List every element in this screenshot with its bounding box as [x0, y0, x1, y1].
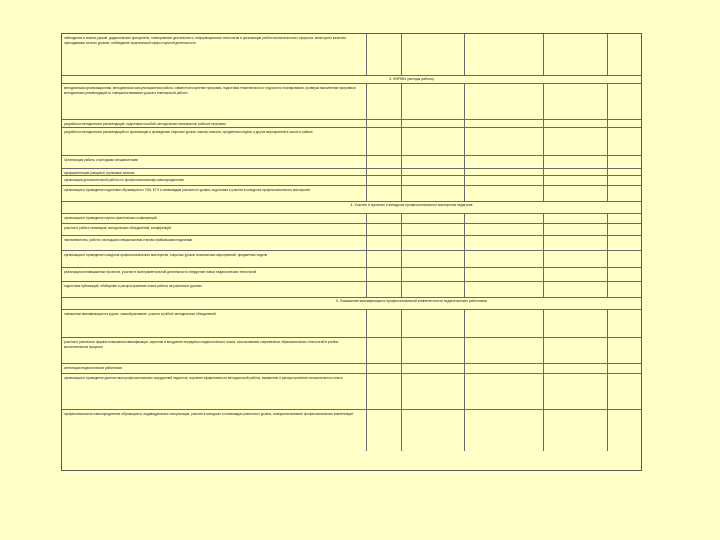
- table-cell: [543, 338, 544, 363]
- row-label: наставничество, работа с молодыми специалистами и вновь прибывшими педагогами: [64, 238, 193, 242]
- table-cell: [607, 214, 608, 223]
- table-cell: [543, 310, 544, 337]
- row-label: участие в работе семинаров, методических объединений, конференций: [64, 226, 171, 230]
- section-row: [62, 75, 641, 83]
- row-label: наблюдение и анализ уроков, дидактические приоритеты, планирование деятельности, информационные технологии в организации учебно-воспитательного процесса, мониторинг качества преподавания на всех уровнях, наблюдение практической сферы научной деятельности: [64, 36, 346, 45]
- table-cell: [366, 84, 367, 119]
- section-row: [62, 297, 641, 309]
- table-cell: [607, 236, 608, 250]
- table-cell: [401, 120, 402, 127]
- table-cell: [464, 268, 465, 281]
- table-cell: [543, 214, 544, 223]
- row-label: организация и проведение конкурсов профессионального мастерства, открытых уроков, внеклассных мероприятий, предметных недель: [64, 253, 268, 257]
- table-cell: [464, 410, 465, 451]
- table-cell: [366, 128, 367, 155]
- table-cell: [401, 268, 402, 281]
- table-cell: [607, 128, 608, 155]
- section-row: [62, 201, 641, 213]
- table-cell: [607, 374, 608, 409]
- table-cell: [464, 156, 465, 168]
- table-cell: [366, 310, 367, 337]
- table-cell: [464, 236, 465, 250]
- table-cell: [607, 268, 608, 281]
- table-row: [62, 127, 641, 155]
- table-cell: [464, 120, 465, 127]
- table-row: [62, 185, 641, 201]
- table-cell: [366, 224, 367, 235]
- table-cell: [401, 310, 402, 337]
- table-cell: [464, 251, 465, 267]
- table-cell: [464, 364, 465, 373]
- table-cell: [607, 282, 608, 297]
- table-row: [62, 250, 641, 267]
- table-cell: [543, 224, 544, 235]
- table-cell: [543, 176, 544, 185]
- row-label: повышение квалификации на курсах, самообразование, участие в работе методических объединений: [64, 312, 216, 316]
- row-label: подготовка публикаций, обобщение и распространение опыта работы на различных уровнях: [64, 284, 202, 288]
- section-heading: 5. Повышение квалификации и профессиональной компетентности педагогических работников: [336, 299, 487, 303]
- table-cell: [464, 310, 465, 337]
- table-cell: [464, 224, 465, 235]
- table-cell: [401, 251, 402, 267]
- row-label: профориентация учащихся, групповые занятия: [64, 171, 135, 175]
- row-label: организация и проведение научно-практических конференций: [64, 216, 157, 220]
- table-cell: [543, 251, 544, 267]
- table-cell: [464, 282, 465, 297]
- table-row: [62, 337, 641, 363]
- row-label: аттестация педагогических работников: [64, 366, 122, 370]
- table-cell: [401, 224, 402, 235]
- table-cell: [607, 84, 608, 119]
- table-cell: [607, 251, 608, 267]
- table-row: [62, 235, 641, 250]
- table-row: [62, 168, 641, 175]
- table-cell: [401, 84, 402, 119]
- table-cell: [607, 156, 608, 168]
- table-row: [62, 267, 641, 281]
- table-cell: [607, 176, 608, 185]
- table-cell: [607, 120, 608, 127]
- table-cell: [366, 251, 367, 267]
- table-cell: [401, 214, 402, 223]
- table-cell: [401, 128, 402, 155]
- table-cell: [543, 120, 544, 127]
- section-heading: 3. ФОРМЫ (методы работы): [389, 77, 434, 81]
- row-label: организация дополнительной работы по профессиональному самоопределению: [64, 178, 184, 182]
- table-cell: [543, 364, 544, 373]
- table-row: [62, 409, 641, 451]
- table-cell: [401, 338, 402, 363]
- table-cell: [464, 214, 465, 223]
- table-cell: [464, 34, 465, 75]
- section-heading: 4. Участие в проектах и конкурсах профессионального мастерства педагогов: [350, 203, 473, 207]
- table-cell: [607, 410, 608, 451]
- table-row: [62, 281, 641, 297]
- table-cell: [607, 224, 608, 235]
- table-cell: [607, 310, 608, 337]
- table-cell: [401, 236, 402, 250]
- row-label: Организация работы с молодыми специалистами: [64, 158, 138, 162]
- table-cell: [401, 176, 402, 185]
- table-cell: [401, 410, 402, 451]
- table-cell: [607, 338, 608, 363]
- table-cell: [464, 84, 465, 119]
- row-label: разработка методических рекомендаций по организации и проведению открытых уроков, мастер-классов, предметных недель и других мероприятий в школе и районе: [64, 130, 313, 134]
- table-cell: [543, 374, 544, 409]
- table-cell: [401, 364, 402, 373]
- table-row: [62, 175, 641, 185]
- table-row: [62, 119, 641, 127]
- table-cell: [366, 364, 367, 373]
- table-cell: [543, 34, 544, 75]
- table-cell: [366, 186, 367, 201]
- table-cell: [464, 176, 465, 185]
- table-cell: [401, 34, 402, 75]
- table-cell: [366, 156, 367, 168]
- table-cell: [401, 156, 402, 168]
- table-cell: [464, 338, 465, 363]
- table-cell: [607, 186, 608, 201]
- table-row: [62, 373, 641, 409]
- table-cell: [543, 84, 544, 119]
- table-cell: [366, 410, 367, 451]
- table-cell: [543, 282, 544, 297]
- table-row: [62, 213, 641, 223]
- table-cell: [366, 176, 367, 185]
- table-rows: [62, 34, 641, 470]
- table-cell: [366, 268, 367, 281]
- table-cell: [401, 374, 402, 409]
- row-label: реализация инновационных проектов, участие в экспериментальной деятельности, внедрение новых педагогических технологий: [64, 270, 257, 274]
- table-cell: [366, 214, 367, 223]
- table-cell: [607, 364, 608, 373]
- table-row: [62, 83, 641, 119]
- table-row: [62, 223, 641, 235]
- plan-table: [61, 33, 642, 471]
- table-cell: [543, 268, 544, 281]
- table-cell: [543, 236, 544, 250]
- table-cell: [366, 338, 367, 363]
- table-row: [62, 155, 641, 168]
- table-cell: [366, 236, 367, 250]
- row-label: разработка методических рекомендаций, подготовка пособий, методических материалов, рабочих программ: [64, 122, 226, 126]
- table-cell: [366, 374, 367, 409]
- table-cell: [607, 34, 608, 75]
- row-label: участие в различных формах повышения квалификации, изучение и внедрение передового педагогического опыта, использование современных образовательных технологий в учебно-воспитательном процессе: [64, 340, 340, 349]
- table-cell: [366, 282, 367, 297]
- table-cell: [464, 374, 465, 409]
- row-label: профессиональное самоопределение обучающихся, индивидуальные консультации, участие в конкурсах и олимпиадах различного уровня, совершенствование профессиональных компетенций: [64, 412, 353, 416]
- table-cell: [464, 128, 465, 155]
- table-row: [62, 363, 641, 373]
- table-cell: [401, 186, 402, 201]
- table-cell: [401, 282, 402, 297]
- row-label: организация и проведение диагностики профессиональных затруднений педагогов, изучение эффективности методической работы, выявление и распространение положительного опыта: [64, 376, 343, 380]
- table-cell: [366, 34, 367, 75]
- table-row: [62, 309, 641, 337]
- table-cell: [543, 410, 544, 451]
- table-cell: [543, 186, 544, 201]
- row-label: организация и проведение подготовки обучающихся к ГИА, ЕГЭ и олимпиадам различного уровня, подготовка и участие в конкурсах профессионального мастерства: [64, 188, 310, 192]
- table-row: [62, 34, 641, 75]
- table-cell: [543, 156, 544, 168]
- table-cell: [464, 186, 465, 201]
- table-cell: [543, 128, 544, 155]
- row-label: методическая организационная, методическая консультационная работа; совместное изучение программ, подготовка тематического и поурочного планирования, проверка выполнения программ и методических рекомендаций по совершенствованию уроков и внеклассной работы: [64, 86, 357, 95]
- table-cell: [366, 120, 367, 127]
